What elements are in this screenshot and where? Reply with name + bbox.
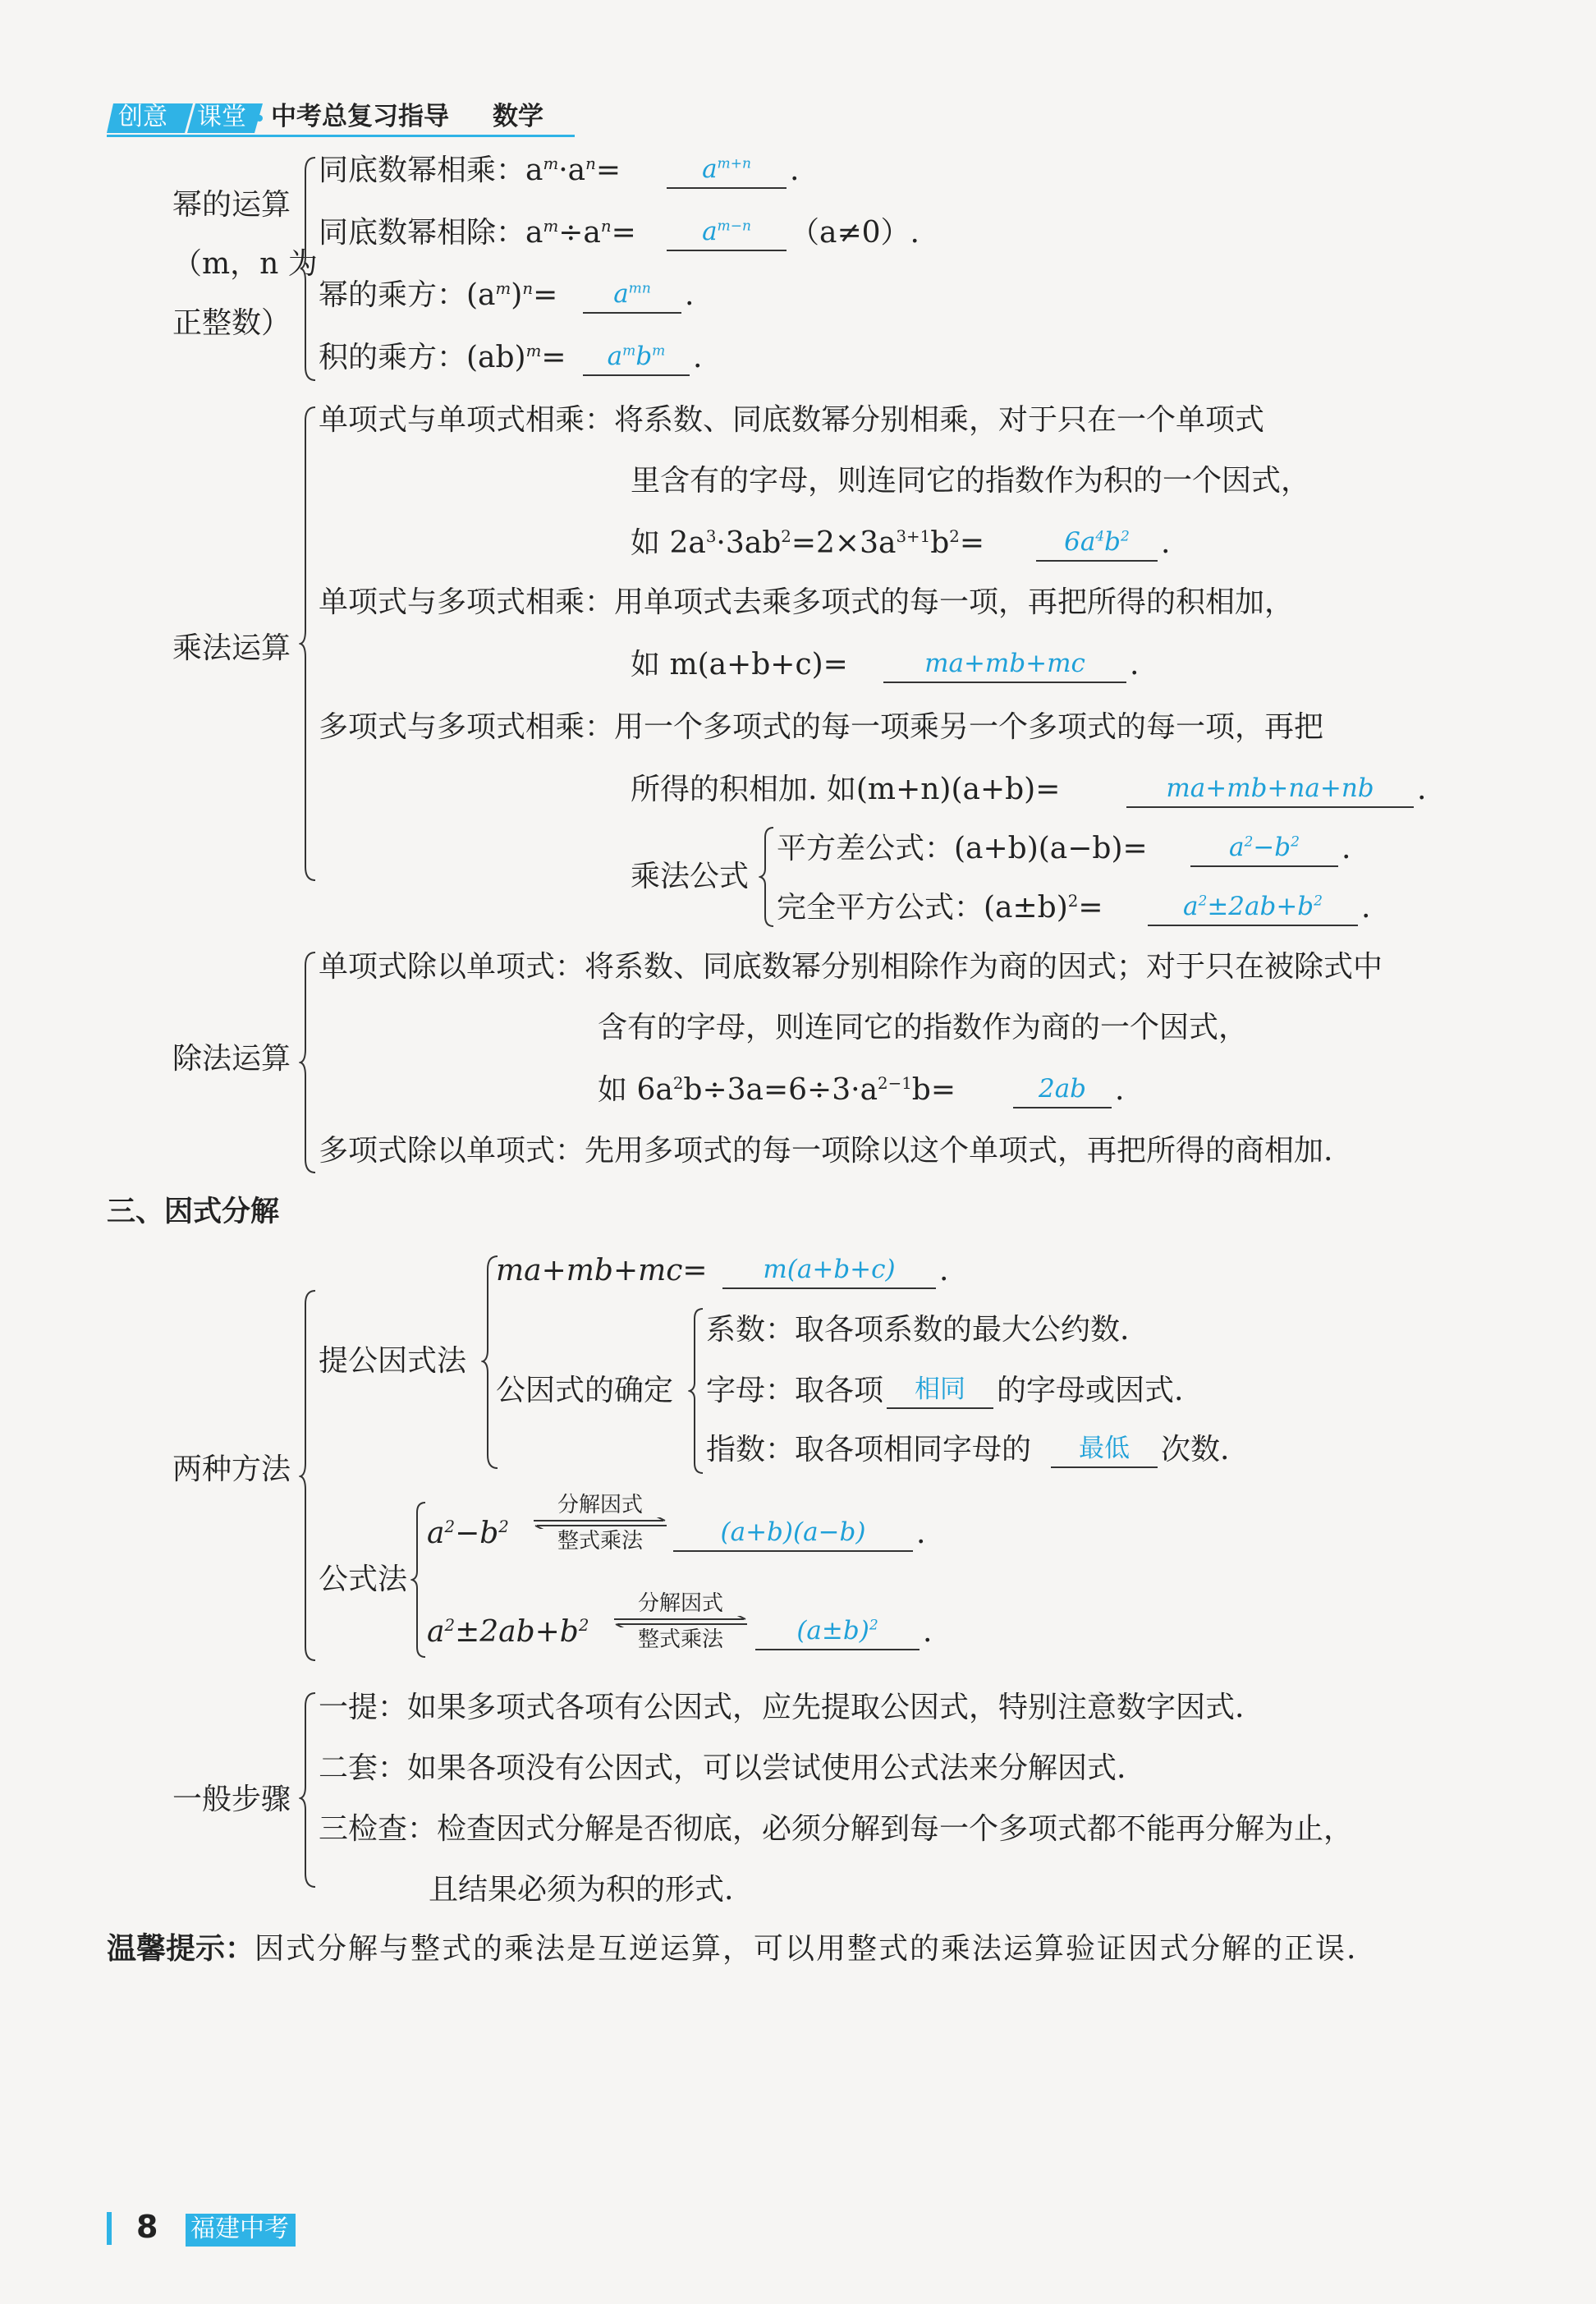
steps-brace bbox=[299, 1691, 319, 1889]
period: . bbox=[685, 278, 695, 312]
div-mm-desc-1: 将系数、同底数幂分别相除作为商的因式；对于只在被除式中 bbox=[585, 950, 1383, 984]
period: . bbox=[1130, 648, 1140, 682]
mult-mp-title: 单项式与多项式相乘： bbox=[319, 585, 615, 619]
period: . bbox=[1115, 1073, 1125, 1107]
div-mm-desc-2: 含有的字母，则连同它的指数作为商的一个因式， bbox=[598, 1011, 1249, 1044]
factor-formula-label: 公式法 bbox=[319, 1563, 408, 1596]
header-badge-2: 课堂 bbox=[197, 103, 246, 131]
power-brace bbox=[299, 156, 319, 382]
factor-exp-b: 次数. bbox=[1161, 1433, 1230, 1466]
power-row-1: 同底数幂相乘：$a^m\cdot a^n=$ bbox=[319, 154, 621, 187]
power-row-3: 幂的乘方：$(a^m)^n=$ bbox=[319, 278, 558, 312]
period: . bbox=[1417, 773, 1427, 806]
answer-letter: 相同 bbox=[887, 1375, 993, 1409]
footer-bar bbox=[107, 2212, 112, 2245]
formula-brace bbox=[759, 826, 777, 928]
answer-formula-2: $(a\pm b)^2$ bbox=[755, 1616, 920, 1650]
period: . bbox=[923, 1615, 933, 1649]
header-badge-1: 创意 bbox=[118, 103, 167, 131]
page-number: 8 bbox=[136, 2209, 158, 2245]
mult-brace bbox=[299, 406, 319, 882]
mult-mm-example: 如 $2a^3\cdot 3ab^2=2\times 3a^{3+1}b^2=$ bbox=[631, 526, 985, 560]
factor-common-label: 提公因式法 bbox=[319, 1344, 467, 1378]
tip bbox=[107, 1931, 1357, 1967]
arrow-bottom-label: 整式乘法 bbox=[557, 1529, 643, 1554]
answer-div-mm: 2ab bbox=[1013, 1074, 1112, 1108]
mult-diff-sq: 平方差公式：(a+b)(a−b)= bbox=[777, 832, 1148, 865]
header bbox=[107, 97, 583, 138]
div-pm-line: 多项式除以单项式：先用多项式的每一项除以这个单项式，再把所得的商相加. bbox=[319, 1134, 1333, 1168]
double-arrow-icon bbox=[612, 1616, 749, 1627]
factor-step-3b: 且结果必须为积的形式. bbox=[429, 1873, 734, 1907]
mult-label: 乘法运算 bbox=[172, 631, 291, 665]
footer bbox=[107, 2209, 320, 2250]
mult-mp-desc: 用单项式去乘多项式的每一项，再把所得的积相加， bbox=[614, 585, 1295, 619]
mult-mp-example: 如 m(a+b+c)= bbox=[631, 648, 848, 682]
answer-power-4: $a^mb^m$ bbox=[583, 342, 690, 376]
determine-brace bbox=[688, 1307, 706, 1475]
factor-f2-left: $a^2\pm 2ab+b^2$ bbox=[427, 1615, 589, 1649]
power-row-4: 积的乘方：(ab)$^m$= bbox=[319, 341, 566, 374]
factor-determine: 公因式的确定 bbox=[496, 1374, 674, 1407]
power-row-2: 同底数幂相除：$a^m\div a^n=$ bbox=[319, 216, 636, 250]
mult-perfect-sq: 完全平方公式：$(a\pm b)^2=$ bbox=[777, 891, 1103, 925]
power-row-2-cond: （a≠0）. bbox=[790, 216, 920, 250]
header-rule bbox=[107, 135, 575, 137]
mult-mm-desc-1: 将系数、同底数幂分别相乘，对于只在一个单项式 bbox=[614, 403, 1265, 437]
div-label: 除法运算 bbox=[172, 1042, 291, 1076]
period: . bbox=[1161, 526, 1171, 560]
div-mm-example: 如 $6a^2b\div 3a=6\div 3\cdot a^{2-1}b=$ bbox=[598, 1073, 956, 1107]
period: . bbox=[1361, 891, 1371, 925]
methods-brace bbox=[299, 1289, 319, 1662]
mult-mm-title: 单项式与单项式相乘： bbox=[319, 403, 615, 437]
answer-mult-mm: $6a^4b^2$ bbox=[1036, 527, 1158, 562]
factor-cf-formula: ma+mb+mc= bbox=[496, 1254, 708, 1287]
factor-letter-b: 的字母或因式. bbox=[997, 1374, 1184, 1407]
power-label-2: （m，n 为 bbox=[172, 247, 318, 281]
period: . bbox=[693, 341, 703, 374]
power-label-1: 幂的运算 bbox=[172, 188, 291, 222]
header-subject: 数学 bbox=[493, 102, 543, 131]
footer-region: 福建中考 bbox=[190, 2215, 289, 2243]
mult-formula-label: 乘法公式 bbox=[631, 860, 750, 893]
arrow-top-label: 分解因式 bbox=[637, 1591, 723, 1616]
double-arrow-icon bbox=[532, 1517, 668, 1529]
factor-steps-label: 一般步骤 bbox=[172, 1783, 291, 1816]
answer-formula-1: (a+b)(a−b) bbox=[673, 1517, 913, 1552]
answer-mult-pp: ma+mb+na+nb bbox=[1126, 773, 1414, 808]
answer-power-1: $a^{m+n}$ bbox=[667, 154, 787, 189]
answer-diff-sq: $a^2-b^2$ bbox=[1190, 833, 1338, 867]
factor-step-2: 二套：如果各项没有公因式，可以尝试使用公式法来分解因式. bbox=[319, 1751, 1126, 1785]
factor-exp-a: 指数：取各项相同字母的 bbox=[706, 1433, 1032, 1466]
answer-power-2: $a^{m-n}$ bbox=[667, 217, 787, 251]
answer-mult-mp: ma+mb+mc bbox=[883, 649, 1126, 683]
period: . bbox=[916, 1517, 926, 1550]
factor-coef: 系数：取各项系数的最大公约数. bbox=[706, 1313, 1130, 1347]
factor-two-methods: 两种方法 bbox=[172, 1453, 291, 1486]
header-dot bbox=[256, 115, 263, 122]
convert-arrow-1 bbox=[532, 1493, 668, 1554]
factor-letter-a: 字母：取各项 bbox=[706, 1374, 884, 1407]
factor-f1-left: $a^2-b^2$ bbox=[427, 1517, 509, 1550]
power-label-3: 正整数） bbox=[172, 306, 291, 340]
tip-label: 温馨提示： bbox=[107, 1932, 255, 1966]
convert-arrow-2 bbox=[612, 1591, 749, 1652]
factor-step-3a: 三检查：检查因式分解是否彻底，必须分解到每一个多项式都不能再分解为止， bbox=[319, 1812, 1354, 1846]
div-brace bbox=[299, 951, 319, 1174]
period: . bbox=[939, 1254, 949, 1287]
arrow-top-label: 分解因式 bbox=[557, 1493, 643, 1517]
div-mm-title: 单项式除以单项式： bbox=[319, 950, 585, 984]
answer-power-3: $a^{mn}$ bbox=[583, 279, 681, 314]
answer-common-factor: m(a+b+c) bbox=[722, 1255, 936, 1289]
header-book-title: 中考总复习指导 bbox=[271, 102, 449, 131]
section-title-factor: 三、因式分解 bbox=[107, 1196, 280, 1228]
period: . bbox=[790, 154, 800, 187]
mult-pp-desc-1: 用一个多项式的每一项乘另一个多项式的每一项，再把 bbox=[614, 710, 1324, 744]
tip-text: 因式分解与整式的乘法是互逆运算，可以用整式的乘法运算验证因式分解的正误. bbox=[255, 1932, 1358, 1966]
mult-pp-title: 多项式与多项式相乘： bbox=[319, 710, 615, 744]
answer-perfect-sq: $a^2\pm 2ab+b^2$ bbox=[1148, 892, 1358, 926]
arrow-bottom-label: 整式乘法 bbox=[637, 1627, 723, 1652]
factor-step-1: 一提：如果多项式各项有公因式，应先提取公因式，特别注意数字因式. bbox=[319, 1691, 1245, 1724]
answer-exponent: 最低 bbox=[1051, 1434, 1158, 1468]
period: . bbox=[1341, 832, 1351, 865]
mult-mm-desc-2: 里含有的字母，则连同它的指数作为积的一个因式， bbox=[631, 464, 1311, 498]
formula-method-brace bbox=[410, 1501, 429, 1659]
mult-pp-desc-2: 所得的积相加. 如(m+n)(a+b)= bbox=[631, 773, 1061, 806]
